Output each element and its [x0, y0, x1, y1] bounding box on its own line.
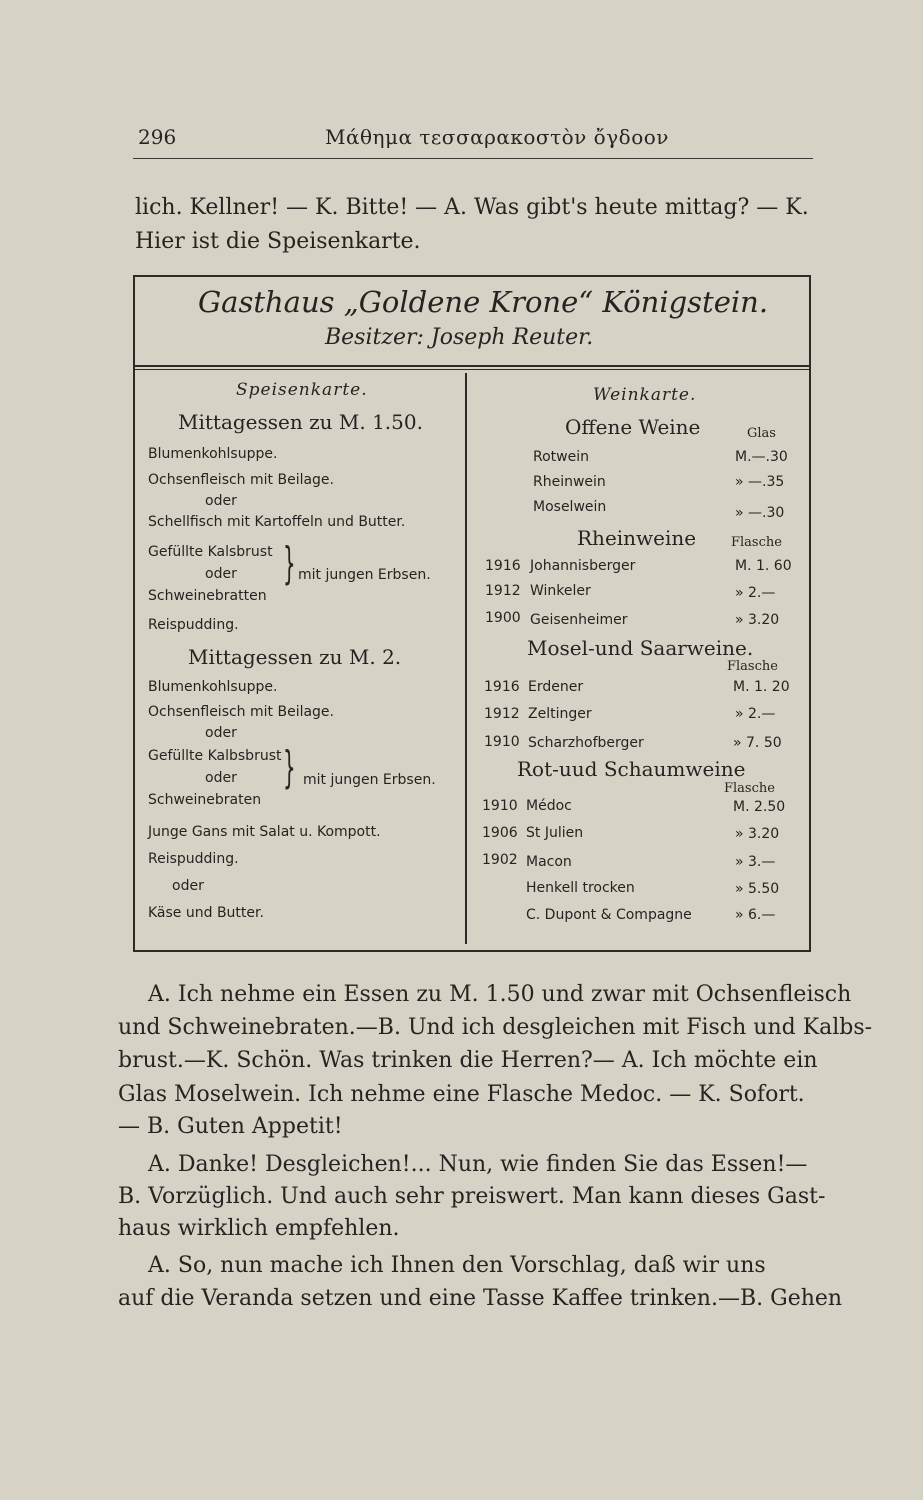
intro-line: Hier ist die Speisenkarte.: [135, 229, 421, 254]
wine-heading: Weinkarte.: [593, 385, 697, 405]
wine-name: Geisenheimer: [530, 612, 628, 628]
brace-glyph: }: [283, 742, 296, 793]
wine-unit: Flasche: [731, 535, 782, 550]
brace-item: Schweinebratten: [148, 588, 267, 604]
brace-item: Gefüllte Kalsbrust: [148, 544, 273, 560]
dialogue-line: A. So, nun mache ich Ihnen den Vorschlag, daß wir uns: [148, 1253, 766, 1278]
wine-price: » —.30: [735, 505, 785, 521]
wine-name: Erdener: [528, 679, 584, 695]
wine-price: » 2.—: [735, 585, 776, 601]
wine-year: 1910: [482, 798, 518, 814]
wine-section-title: Rot-uud Schaumweine: [517, 757, 746, 781]
menu-line: oder: [172, 878, 204, 894]
brace-item: oder: [205, 770, 237, 786]
menu-line: Ochsenfleisch mit Beilage.: [148, 704, 334, 720]
wine-price: » 2.—: [735, 706, 776, 722]
wine-unit: Flasche: [724, 781, 775, 796]
brace-glyph: }: [283, 538, 296, 589]
wine-price: M.—.30: [735, 449, 788, 465]
wine-year: 1906: [482, 825, 518, 841]
menu-line: Blumenkohlsuppe.: [148, 679, 278, 695]
menu-line: Schellfisch mit Kartoffeln und Butter.: [148, 514, 406, 530]
dialogue-line: B. Vorzüglich. Und auch sehr preiswert. Man kann dieses Gast-: [118, 1184, 826, 1209]
food-heading: Speisenkarte.: [236, 380, 368, 400]
menu-line: Blumenkohlsuppe.: [148, 446, 278, 462]
brace-note: mit jungen Erbsen.: [298, 567, 431, 583]
wine-price: M. 1. 60: [735, 558, 792, 574]
wine-section-title: Rheinweine: [577, 526, 697, 550]
wine-name: C. Dupont & Compagne: [526, 907, 692, 923]
menu-line: Junge Gans mit Salat u. Kompott.: [148, 824, 381, 840]
wine-price: M. 2.50: [733, 799, 786, 815]
wine-year: 1912: [484, 706, 520, 722]
wine-name: Macon: [526, 854, 572, 870]
menu-line: oder: [205, 725, 237, 741]
wine-price: » 3.—: [735, 854, 776, 870]
wine-price: » —.35: [735, 474, 785, 490]
wine-price: » 5.50: [735, 881, 780, 897]
dialogue-line: Glas Moselwein. Ich nehme eine Flasche Medoc. — K. Sofort.: [118, 1082, 805, 1107]
brace-item: Schweinebraten: [148, 792, 262, 808]
wine-name: Winkeler: [530, 583, 591, 599]
dialogue-line: haus wirklich empfehlen.: [118, 1216, 400, 1241]
dialogue-line: brust.—K. Schön. Was trinken die Herren?— A. Ich möchte ein: [118, 1048, 818, 1073]
restaurant-name: Gasthaus „Goldene Krone“ Königstein.: [198, 285, 769, 319]
wine-name: St Julien: [526, 825, 584, 841]
header-rule: [133, 158, 813, 159]
dialogue-line: A. Danke! Desgleichen!... Nun, wie finden Sie das Essen!—: [148, 1152, 808, 1177]
intro-line: lich. Kellner! — K. Bitte! — A. Was gibt's heute mittag? — K.: [135, 195, 809, 220]
wine-year: 1916: [485, 558, 521, 574]
wine-year: 1912: [485, 583, 521, 599]
wine-price: M. 1. 20: [733, 679, 790, 695]
wine-unit: Flasche: [727, 659, 778, 674]
wine-name: Scharzhofberger: [528, 735, 644, 751]
menu-header-rule: [135, 365, 809, 367]
wine-price: » 6.—: [735, 907, 776, 923]
wine-year: 1910: [484, 734, 520, 750]
brace-note: mit jungen Erbsen.: [303, 772, 436, 788]
set1-title: Mittagessen zu M. 1.50.: [178, 410, 423, 434]
wine-name: Johannisberger: [530, 558, 636, 574]
page-number: 296: [138, 125, 177, 149]
wine-section-title: Offene Weine: [565, 415, 701, 439]
wine-year: 1900: [485, 610, 521, 626]
menu-column-divider: [465, 373, 467, 944]
wine-section-title: Mosel-und Saarweine.: [527, 636, 754, 660]
wine-price: » 7. 50: [733, 735, 782, 751]
chapter-title: Μάθημα τεσσαρακοστὸν ὄγδοον: [325, 125, 669, 149]
wine-name: Rotwein: [533, 449, 589, 465]
owner-name: Besitzer: Joseph Reuter.: [325, 325, 594, 350]
menu-line: Reispudding.: [148, 617, 239, 633]
menu-line: oder: [205, 493, 237, 509]
dialogue-line: — B. Guten Appetit!: [118, 1114, 343, 1139]
wine-price: » 3.20: [735, 612, 780, 628]
wine-year: 1916: [484, 679, 520, 695]
dialogue-line: A. Ich nehme ein Essen zu M. 1.50 und zwar mit Ochsenfleisch: [148, 982, 852, 1007]
brace-item: Gefüllte Kalbsbrust: [148, 748, 282, 764]
menu-line: Reispudding.: [148, 851, 239, 867]
brace-item: oder: [205, 566, 237, 582]
wine-unit: Glas: [747, 426, 776, 441]
wine-name: Henkell trocken: [526, 880, 635, 896]
wine-name: Médoc: [526, 798, 572, 814]
wine-name: Zeltinger: [528, 706, 592, 722]
wine-price: » 3.20: [735, 826, 780, 842]
wine-year: 1902: [482, 852, 518, 868]
set2-title: Mittagessen zu M. 2.: [188, 645, 402, 669]
wine-name: Rheinwein: [533, 474, 606, 490]
wine-name: Moselwein: [533, 499, 607, 515]
menu-line: Käse und Butter.: [148, 905, 264, 921]
dialogue-line: und Schweinebraten.—B. Und ich desgleichen mit Fisch und Kalbs-: [118, 1015, 873, 1040]
menu-header-rule: [135, 369, 809, 370]
menu-line: Ochsenfleisch mit Beilage.: [148, 472, 334, 488]
dialogue-line: auf die Veranda setzen und eine Tasse Kaffee trinken.—B. Gehen: [118, 1286, 843, 1311]
